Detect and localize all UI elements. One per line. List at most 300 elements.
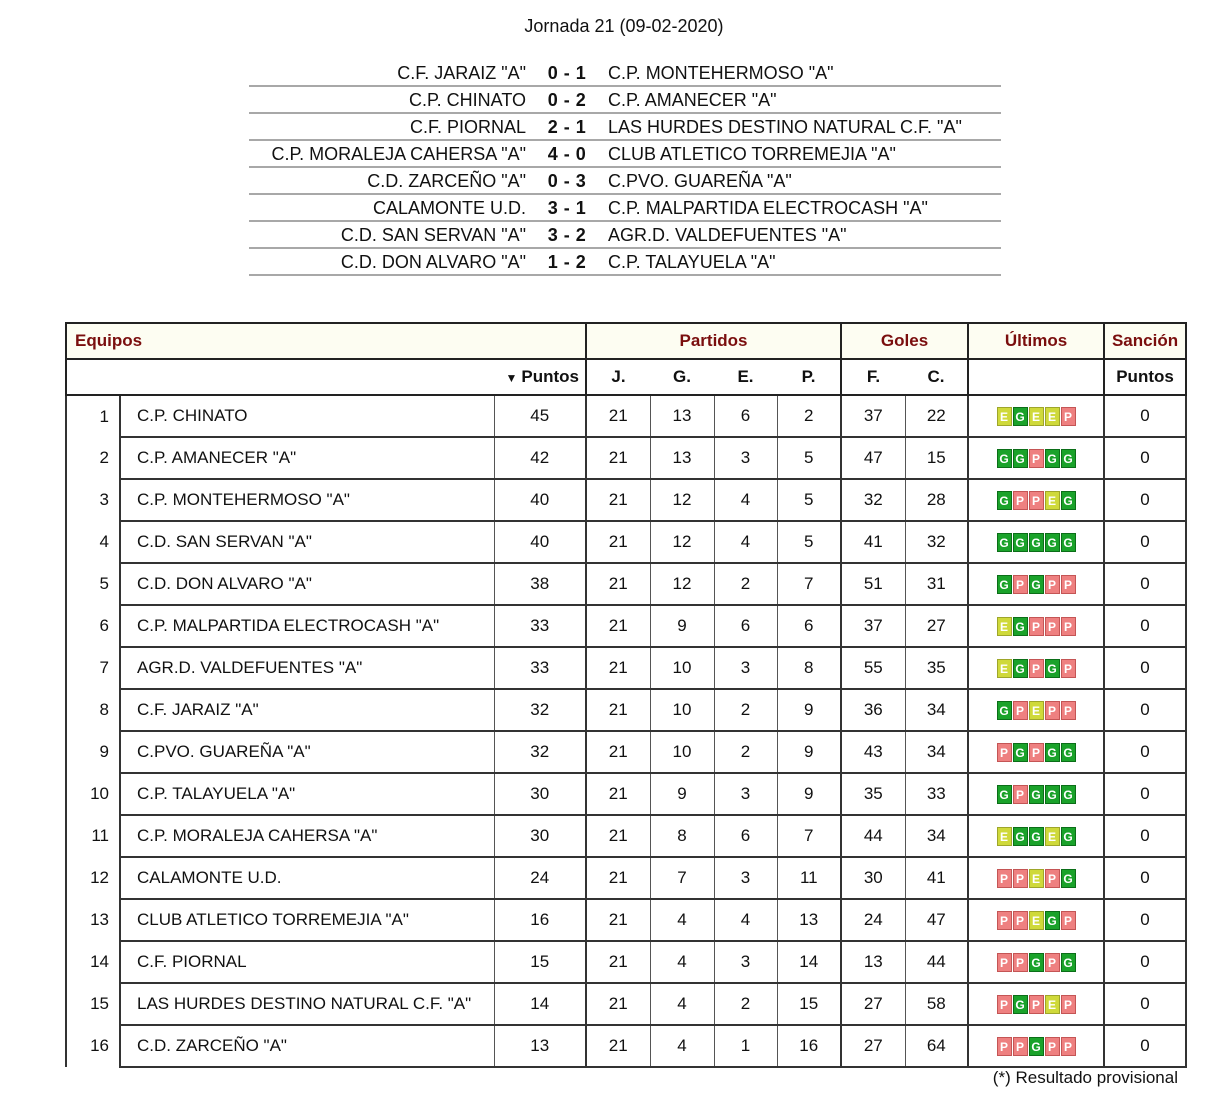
result-badge: P [1061, 407, 1076, 426]
result-badge: P [1045, 1037, 1060, 1056]
cell-last-results [968, 395, 1104, 437]
last-results-badges [997, 911, 1076, 930]
cell-g: 4 [650, 941, 714, 983]
cell-g: 12 [650, 563, 714, 605]
result-badge: P [1061, 617, 1076, 636]
cell-e: 3 [714, 437, 777, 479]
cell-last-results [968, 731, 1104, 773]
cell-team[interactable]: C.D. ZARCEÑO "A" [120, 1025, 494, 1067]
result-badge: G [1013, 407, 1028, 426]
cell-f: 24 [841, 899, 905, 941]
cell-j: 21 [586, 857, 650, 899]
cell-f: 37 [841, 395, 905, 437]
last-results-badges [997, 827, 1076, 846]
cell-e: 4 [714, 521, 777, 563]
result-badge: G [1061, 785, 1076, 804]
cell-f: 44 [841, 815, 905, 857]
match-home: C.P. CHINATO [408, 90, 526, 110]
cell-g: 9 [650, 773, 714, 815]
cell-pos: 2 [66, 437, 120, 479]
result-badge: P [1029, 995, 1044, 1014]
result-badge: E [1045, 827, 1060, 846]
cell-last-results [968, 437, 1104, 479]
result-badge: G [1029, 827, 1044, 846]
cell-pos: 9 [66, 731, 120, 773]
cell-sanction: 0 [1104, 563, 1186, 605]
cell-j: 21 [586, 479, 650, 521]
result-badge: E [1045, 995, 1060, 1014]
cell-sanction: 0 [1104, 731, 1186, 773]
match-score: 0 - 3 [547, 171, 587, 191]
match-row [249, 249, 1001, 276]
cell-sanction: 0 [1104, 647, 1186, 689]
cell-f: 43 [841, 731, 905, 773]
cell-g: 12 [650, 521, 714, 563]
cell-last-results [968, 563, 1104, 605]
cell-last-results [968, 479, 1104, 521]
cell-g: 9 [650, 605, 714, 647]
cell-last-results [968, 857, 1104, 899]
last-results-badges [997, 953, 1076, 972]
last-results-badges [997, 701, 1076, 720]
table-row [66, 521, 1186, 563]
cell-j: 21 [586, 521, 650, 563]
cell-j: 21 [586, 605, 650, 647]
result-badge: G [1061, 869, 1076, 888]
result-badge: E [1029, 407, 1044, 426]
last-results-badges [997, 995, 1076, 1014]
result-badge: P [997, 743, 1012, 762]
cell-p: 8 [777, 647, 841, 689]
header-sancion: Sanción [1104, 323, 1186, 359]
cell-pts: 33 [494, 647, 586, 689]
cell-team[interactable]: C.P. CHINATO [120, 395, 494, 437]
result-badge: P [1013, 953, 1028, 972]
sort-descending-icon: ▼ [505, 371, 518, 385]
cell-pts: 13 [494, 1025, 586, 1067]
cell-sanction: 0 [1104, 773, 1186, 815]
header-row-groups [66, 323, 1186, 359]
cell-last-results [968, 689, 1104, 731]
cell-last-results [968, 521, 1104, 563]
match-home: C.P. MORALEJA CAHERSA "A" [271, 144, 526, 164]
cell-team[interactable]: AGR.D. VALDEFUENTES "A" [120, 647, 494, 689]
cell-g: 4 [650, 1025, 714, 1067]
cell-p: 14 [777, 941, 841, 983]
table-row [66, 395, 1186, 437]
match-row [249, 168, 1001, 195]
cell-g: 10 [650, 647, 714, 689]
table-row [66, 479, 1186, 521]
last-results-badges [997, 491, 1076, 510]
cell-sanction: 0 [1104, 395, 1186, 437]
result-badge: E [1029, 911, 1044, 930]
header-g: G. [650, 359, 714, 395]
cell-pos: 4 [66, 521, 120, 563]
table-row [66, 857, 1186, 899]
cell-g: 4 [650, 899, 714, 941]
result-badge: G [1045, 449, 1060, 468]
cell-team[interactable]: C.P. MORALEJA CAHERSA "A" [120, 815, 494, 857]
result-badge: E [1045, 491, 1060, 510]
table-row [66, 941, 1186, 983]
cell-c: 22 [905, 395, 968, 437]
cell-last-results [968, 815, 1104, 857]
cell-e: 3 [714, 773, 777, 815]
cell-e: 6 [714, 815, 777, 857]
result-badge: G [997, 701, 1012, 720]
cell-g: 10 [650, 731, 714, 773]
result-badge: E [1045, 407, 1060, 426]
table-row [66, 899, 1186, 941]
cell-sanction: 0 [1104, 521, 1186, 563]
cell-c: 35 [905, 647, 968, 689]
result-badge: P [1029, 449, 1044, 468]
result-badge: E [997, 659, 1012, 678]
cell-pos: 12 [66, 857, 120, 899]
match-away: C.P. MALPARTIDA ELECTROCASH "A" [608, 198, 928, 218]
footnote: (*) Resultado provisional [992, 1068, 1178, 1087]
cell-p: 5 [777, 437, 841, 479]
result-badge: G [1045, 533, 1060, 552]
result-badge: P [1061, 911, 1076, 930]
cell-c: 33 [905, 773, 968, 815]
cell-team[interactable]: LAS HURDES DESTINO NATURAL C.F. "A" [120, 983, 494, 1025]
cell-f: 32 [841, 479, 905, 521]
cell-team[interactable]: C.P. MONTEHERMOSO "A" [120, 479, 494, 521]
cell-c: 41 [905, 857, 968, 899]
cell-sanction: 0 [1104, 437, 1186, 479]
cell-c: 58 [905, 983, 968, 1025]
result-badge: P [1013, 701, 1028, 720]
result-badge: E [997, 617, 1012, 636]
match-away: CLUB ATLETICO TORREMEJIA "A" [608, 144, 896, 164]
cell-pos: 15 [66, 983, 120, 1025]
cell-c: 64 [905, 1025, 968, 1067]
cell-pos: 11 [66, 815, 120, 857]
cell-last-results [968, 605, 1104, 647]
cell-team[interactable]: C.P. TALAYUELA "A" [120, 773, 494, 815]
match-home: C.F. PIORNAL [409, 117, 526, 137]
result-badge: G [1029, 575, 1044, 594]
result-badge: P [1013, 911, 1028, 930]
header-goles: Goles [841, 323, 968, 359]
result-badge: P [1045, 869, 1060, 888]
match-score: 3 - 2 [547, 225, 587, 245]
cell-pts: 38 [494, 563, 586, 605]
cell-f: 27 [841, 983, 905, 1025]
cell-pos: 6 [66, 605, 120, 647]
cell-f: 13 [841, 941, 905, 983]
cell-last-results [968, 1025, 1104, 1067]
result-badge: G [997, 491, 1012, 510]
header-p: P. [777, 359, 841, 395]
result-badge: P [997, 911, 1012, 930]
result-badge: G [1013, 827, 1028, 846]
cell-f: 35 [841, 773, 905, 815]
match-home: C.D. DON ALVARO "A" [340, 252, 526, 272]
cell-pts: 45 [494, 395, 586, 437]
match-row [249, 141, 1001, 168]
standings-table [65, 322, 1187, 1068]
result-badge: P [1061, 995, 1076, 1014]
table-row [66, 647, 1186, 689]
cell-last-results [968, 983, 1104, 1025]
cell-f: 36 [841, 689, 905, 731]
cell-team[interactable]: C.D. SAN SERVAN "A" [120, 521, 494, 563]
cell-team[interactable]: C.D. DON ALVARO "A" [120, 563, 494, 605]
last-results-badges [997, 575, 1076, 594]
match-row [249, 114, 1001, 141]
match-score: 0 - 2 [547, 90, 587, 110]
cell-g: 12 [650, 479, 714, 521]
cell-pts: 24 [494, 857, 586, 899]
cell-pts: 40 [494, 521, 586, 563]
cell-p: 15 [777, 983, 841, 1025]
match-score: 1 - 2 [547, 252, 587, 272]
result-badge: G [1061, 743, 1076, 762]
cell-team[interactable]: C.F. PIORNAL [120, 941, 494, 983]
table-row [66, 731, 1186, 773]
result-badge: G [1013, 449, 1028, 468]
cell-g: 13 [650, 437, 714, 479]
header-f: F. [841, 359, 905, 395]
match-row [249, 222, 1001, 249]
result-badge: P [1029, 743, 1044, 762]
cell-e: 2 [714, 563, 777, 605]
table-row [66, 815, 1186, 857]
cell-sanction: 0 [1104, 941, 1186, 983]
match-away: C.P. MONTEHERMOSO "A" [608, 63, 834, 83]
cell-last-results [968, 773, 1104, 815]
result-badge: E [1029, 869, 1044, 888]
match-home: C.D. ZARCEÑO "A" [367, 171, 526, 191]
cell-p: 11 [777, 857, 841, 899]
result-badge: G [1029, 533, 1044, 552]
match-row [249, 195, 1001, 222]
cell-c: 15 [905, 437, 968, 479]
cell-j: 21 [586, 647, 650, 689]
cell-c: 27 [905, 605, 968, 647]
last-results-badges [997, 617, 1076, 636]
cell-pts: 32 [494, 689, 586, 731]
result-badge: G [1061, 953, 1076, 972]
cell-j: 21 [586, 941, 650, 983]
cell-p: 2 [777, 395, 841, 437]
match-score: 4 - 0 [547, 144, 587, 164]
cell-f: 27 [841, 1025, 905, 1067]
result-badge: G [997, 533, 1012, 552]
cell-f: 37 [841, 605, 905, 647]
table-row [66, 983, 1186, 1025]
result-badge: P [1013, 491, 1028, 510]
cell-pos: 8 [66, 689, 120, 731]
cell-g: 10 [650, 689, 714, 731]
cell-j: 21 [586, 1025, 650, 1067]
result-badge: P [1029, 491, 1044, 510]
cell-e: 2 [714, 731, 777, 773]
page-title: Jornada 21 (09-02-2020) [524, 16, 724, 36]
cell-team[interactable]: C.P. MALPARTIDA ELECTROCASH "A" [120, 605, 494, 647]
sort-puntos-header[interactable] [494, 359, 586, 395]
cell-f: 51 [841, 563, 905, 605]
cell-pos: 7 [66, 647, 120, 689]
cell-p: 9 [777, 731, 841, 773]
cell-pos: 14 [66, 941, 120, 983]
result-badge: P [1045, 701, 1060, 720]
cell-pts: 15 [494, 941, 586, 983]
match-home: CALAMONTE U.D. [372, 198, 526, 218]
cell-j: 21 [586, 437, 650, 479]
cell-p: 7 [777, 815, 841, 857]
cell-f: 30 [841, 857, 905, 899]
result-badge: G [1061, 827, 1076, 846]
result-badge: G [1061, 491, 1076, 510]
result-badge: P [997, 1037, 1012, 1056]
result-badge: G [997, 449, 1012, 468]
result-badge: P [1061, 1037, 1076, 1056]
cell-sanction: 0 [1104, 815, 1186, 857]
cell-j: 21 [586, 395, 650, 437]
result-badge: P [997, 869, 1012, 888]
cell-c: 31 [905, 563, 968, 605]
cell-f: 41 [841, 521, 905, 563]
last-results-badges [997, 785, 1076, 804]
header-sancion-puntos: Puntos [1104, 359, 1186, 395]
cell-p: 9 [777, 773, 841, 815]
table-row [66, 563, 1186, 605]
cell-g: 7 [650, 857, 714, 899]
cell-pts: 30 [494, 773, 586, 815]
cell-f: 47 [841, 437, 905, 479]
result-badge: G [1013, 995, 1028, 1014]
cell-e: 6 [714, 605, 777, 647]
last-results-badges [997, 659, 1076, 678]
cell-g: 13 [650, 395, 714, 437]
result-badge: P [1061, 659, 1076, 678]
header-puntos: Puntos [521, 367, 579, 386]
match-away: LAS HURDES DESTINO NATURAL C.F. "A" [608, 117, 962, 137]
cell-e: 3 [714, 647, 777, 689]
cell-e: 6 [714, 395, 777, 437]
last-results-badges [997, 869, 1076, 888]
match-home: C.F. JARAIZ "A" [397, 63, 526, 83]
cell-team[interactable]: C.F. JARAIZ "A" [120, 689, 494, 731]
cell-pos: 1 [66, 395, 120, 437]
result-badge: P [1013, 575, 1028, 594]
cell-c: 47 [905, 899, 968, 941]
cell-pos: 3 [66, 479, 120, 521]
result-badge: G [1013, 659, 1028, 678]
cell-c: 34 [905, 731, 968, 773]
result-badge: P [1061, 575, 1076, 594]
cell-e: 3 [714, 857, 777, 899]
cell-sanction: 0 [1104, 689, 1186, 731]
cell-p: 5 [777, 479, 841, 521]
last-results-badges [997, 407, 1076, 426]
match-score: 3 - 1 [547, 198, 587, 218]
result-badge: P [1013, 869, 1028, 888]
cell-p: 13 [777, 899, 841, 941]
cell-c: 34 [905, 689, 968, 731]
cell-p: 7 [777, 563, 841, 605]
result-badge: G [1061, 533, 1076, 552]
cell-pts: 32 [494, 731, 586, 773]
table-row [66, 605, 1186, 647]
cell-c: 32 [905, 521, 968, 563]
cell-j: 21 [586, 731, 650, 773]
result-badge: P [997, 995, 1012, 1014]
cell-j: 21 [586, 983, 650, 1025]
cell-pos: 13 [66, 899, 120, 941]
cell-team[interactable]: C.PVO. GUAREÑA "A" [120, 731, 494, 773]
cell-sanction: 0 [1104, 857, 1186, 899]
header-ultimos: Últimos [968, 323, 1104, 359]
cell-team[interactable]: CLUB ATLETICO TORREMEJIA "A" [120, 899, 494, 941]
cell-e: 2 [714, 689, 777, 731]
result-badge: G [1013, 743, 1028, 762]
cell-j: 21 [586, 689, 650, 731]
cell-e: 4 [714, 479, 777, 521]
result-badge: P [1061, 701, 1076, 720]
match-away: C.PVO. GUAREÑA "A" [608, 171, 792, 191]
result-badge: G [997, 575, 1012, 594]
cell-j: 21 [586, 773, 650, 815]
result-badge: P [1029, 617, 1044, 636]
last-results-badges [997, 533, 1076, 552]
cell-pts: 14 [494, 983, 586, 1025]
last-results-badges [997, 1037, 1076, 1056]
cell-team[interactable]: CALAMONTE U.D. [120, 857, 494, 899]
result-badge: P [1013, 785, 1028, 804]
table-row [66, 773, 1186, 815]
cell-pos: 5 [66, 563, 120, 605]
header-e: E. [714, 359, 777, 395]
cell-last-results [968, 647, 1104, 689]
cell-sanction: 0 [1104, 479, 1186, 521]
match-row [249, 87, 1001, 114]
cell-c: 34 [905, 815, 968, 857]
cell-p: 9 [777, 689, 841, 731]
match-home: C.D. SAN SERVAN "A" [340, 225, 526, 245]
cell-g: 4 [650, 983, 714, 1025]
last-results-badges [997, 743, 1076, 762]
cell-e: 1 [714, 1025, 777, 1067]
result-badge: G [1013, 533, 1028, 552]
cell-j: 21 [586, 563, 650, 605]
cell-e: 3 [714, 941, 777, 983]
cell-pos: 16 [66, 1025, 120, 1067]
cell-pts: 42 [494, 437, 586, 479]
header-j: J. [586, 359, 650, 395]
result-badge: P [997, 953, 1012, 972]
cell-team[interactable]: C.P. AMANECER "A" [120, 437, 494, 479]
result-badge: G [1061, 449, 1076, 468]
table-row [66, 1025, 1186, 1067]
cell-j: 21 [586, 815, 650, 857]
match-score: 2 - 1 [547, 117, 587, 137]
result-badge: E [997, 827, 1012, 846]
header-equipos: Equipos [66, 323, 586, 359]
cell-pts: 40 [494, 479, 586, 521]
cell-e: 4 [714, 899, 777, 941]
cell-c: 44 [905, 941, 968, 983]
result-badge: P [1045, 953, 1060, 972]
result-badge: P [1029, 659, 1044, 678]
result-badge: P [1013, 1037, 1028, 1056]
cell-pos: 10 [66, 773, 120, 815]
header-partidos: Partidos [586, 323, 841, 359]
